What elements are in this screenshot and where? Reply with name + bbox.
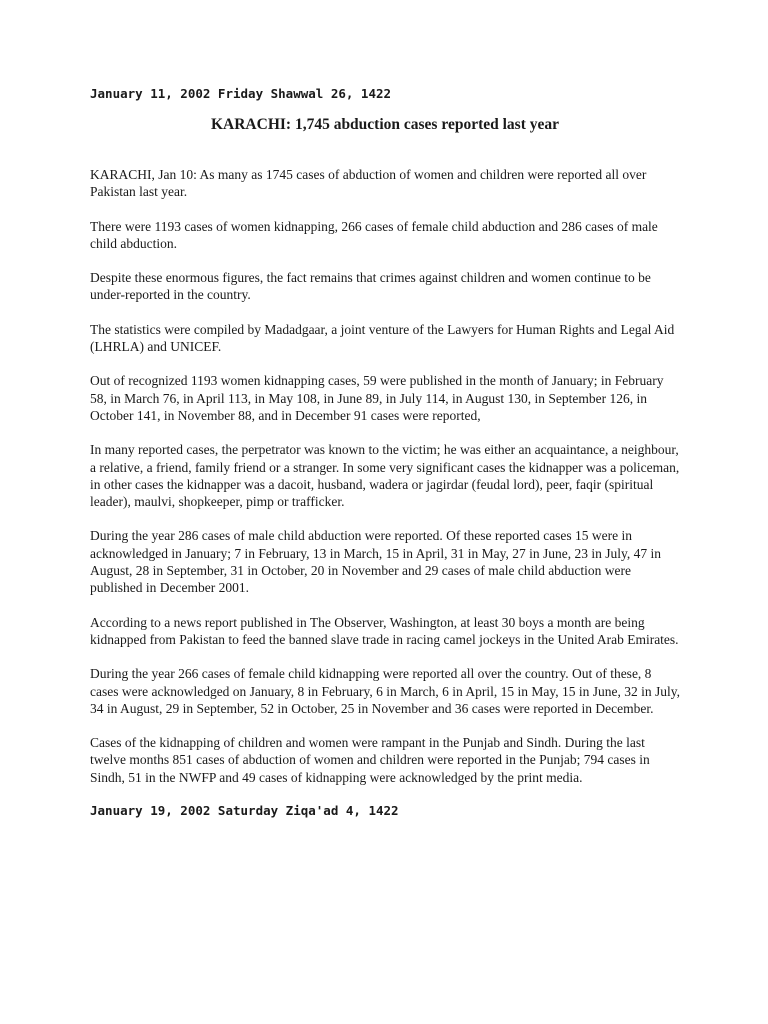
article-paragraph: KARACHI, Jan 10: As many as 1745 cases of abduction of women and children were reported all over Pakistan last year. — [90, 167, 647, 200]
article-paragraph: The statistics were compiled by Madadgaar, a joint venture of the Lawyers for Human Rights and Legal Aid (LHRLA) and UNICEF. — [90, 321, 675, 355]
article-paragraph: Cases of the kidnapping of children and women were rampant in the Punjab and Sindh. During the last twelve months 851 cases of abduction of women and children were reported in the Punjab; 794 cases in Sindh, 51 in the NWFP and 49 cases of kidnapping were acknowledged by the print media. — [90, 735, 650, 785]
article-paragraph: Despite these enormous figures, the fact remains that crimes against children and women continue to be under-reported in the country. — [90, 270, 651, 303]
next-article-dateline: January 19, 2002 Saturday Ziqa'ad 4, 1422 — [90, 803, 399, 819]
article-paragraph: During the year 286 cases of male child abduction were reported. Of these reported cases 15 were in acknowledged in January; 7 in February, 13 in March, 15 in April, 31 in May, 27 in June, 23 in July, 47 in August, 28 in September, 31 in October, 20 in November and 29 cases of male child abduction were published in December 2001. — [90, 528, 662, 596]
article-paragraph: According to a news report published in The Observer, Washington, at least 30 boys a month are being kidnapped from Pakistan to feed the banned slave trade in racing camel jockeys in the United Arab Emirates. — [90, 614, 679, 647]
article-paragraph: During the year 266 cases of female child kidnapping were reported all over the country. Out of these, 8 cases were acknowledged on January, 8 in February, 6 in March, 6 in April, 15 in May, 15 in June, 32 in July, 34 in August, 29 in September, 52 in October, 25 in November and 36 cases were reported in December. — [90, 666, 680, 716]
document-page — [90, 86, 680, 819]
article-paragraph: There were 1193 cases of women kidnapping, 266 cases of female child abduction and 286 cases of male child abduction. — [90, 218, 658, 251]
article-paragraph: Out of recognized 1193 women kidnapping cases, 59 were published in the month of January; in February 58, in March 76, in April 113, in May 108, in June 89, in July 114, in August 130, in September 126, in October 141, in November 88, and in December 91 cases were reported, — [90, 373, 664, 423]
article-dateline: January 11, 2002 Friday Shawwal 26, 1422 — [90, 86, 392, 101]
article-paragraph: In many reported cases, the perpetrator was known to the victim; he was either an acquaintance, a neighbour, a relative, a friend, family friend or a stranger. In some very significant cases the kidnapper was a policeman, in other cases the kidnapper was a dacoit, husband, wadera or jagirdar (feudal lord), peer, faqir (spiritual leader), maulvi, shopkeeper, pimp or trafficker. — [90, 442, 680, 510]
article-body — [90, 166, 680, 786]
article-headline: KARACHI: 1,745 abduction cases reported last year — [210, 116, 559, 133]
